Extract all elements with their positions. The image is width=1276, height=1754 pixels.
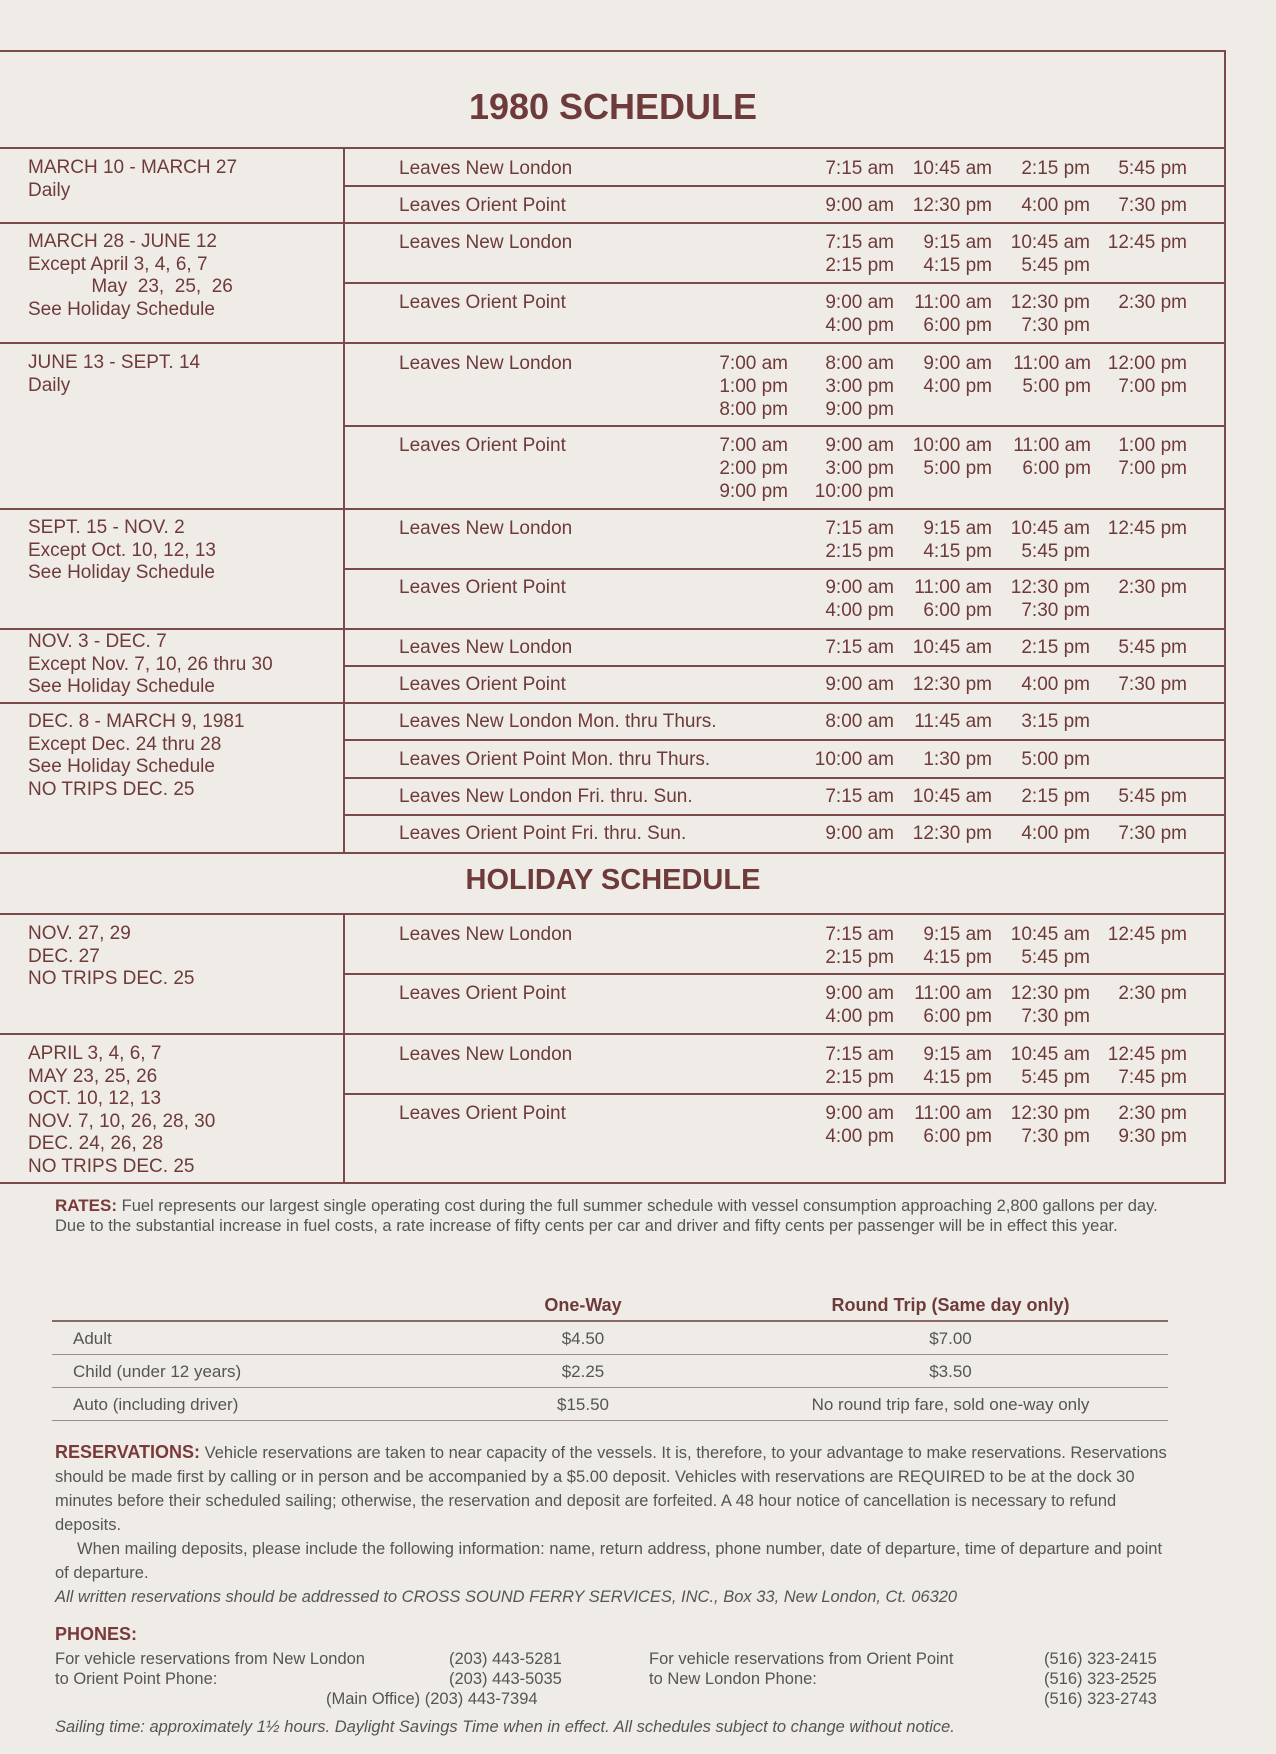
departure-time: 4:00 pm [1021, 823, 1090, 844]
departure-time: 12:30 pm [912, 823, 992, 844]
divider [344, 777, 1226, 779]
departure-time: 9:00 am [825, 823, 894, 844]
departure-time: 9:15 am [923, 232, 992, 253]
departure-time: 9:15 am [923, 518, 992, 539]
departure-label: Leaves New London [399, 637, 573, 658]
rates-section [55, 1196, 1173, 1236]
departure-time [992, 398, 1091, 421]
departure-label: Leaves Orient Point [399, 195, 566, 216]
departure-time: 7:30 pm [1021, 1126, 1090, 1147]
departure-times [806, 291, 1187, 337]
departure-label: Leaves New London [399, 1044, 573, 1065]
departure-time: 5:45 pm [1021, 947, 1090, 968]
departure-time: 11:00 am [914, 983, 992, 1004]
departure-time: 7:00 pm [1118, 376, 1187, 397]
departure-time: 12:45 pm [1107, 1044, 1187, 1065]
departure-time: 9:00 am [825, 674, 894, 695]
fare-round-trip: $3.50 [733, 1355, 1168, 1388]
departure-time: 12:45 pm [1107, 924, 1187, 945]
departure-time: 10:00 am [814, 749, 894, 770]
departure-time: 9:00 am [825, 292, 894, 313]
departure-time: 7:30 pm [1021, 1006, 1090, 1027]
departure-time: 1:30 pm [923, 749, 992, 770]
holiday-schedule-title: HOLIDAY SCHEDULE [465, 864, 761, 896]
period-label: APRIL 3, 4, 6, 7 MAY 23, 25, 26 OCT. 10, 12, 13 NOV. 7, 10, 26, 28, 30 DEC. 24, 26, 28 NO TRIPS DEC. 25 [28, 1043, 216, 1177]
departure-time: 1:00 pm [719, 376, 788, 397]
divider [0, 852, 1226, 854]
period-label: NOV. 27, 29 DEC. 27 NO TRIPS DEC. 25 [28, 923, 195, 989]
departure-time: 10:45 am [912, 158, 992, 179]
departure-times [806, 748, 1187, 771]
divider [0, 628, 1226, 630]
footer-note: Sailing time: approximately 1½ hours. Daylight Savings Time when in effect. All schedules subject to change without notice. [55, 1718, 955, 1736]
divider [0, 508, 1226, 510]
phone-label: to New London Phone: [649, 1670, 817, 1688]
departure-time: 12:30 pm [1010, 577, 1090, 598]
divider [344, 185, 1226, 187]
departure-time: 2:30 pm [1118, 1103, 1187, 1124]
departure-time [1090, 710, 1187, 733]
divider [344, 568, 1226, 570]
departure-time: 8:00 am [825, 353, 894, 374]
fare-one-way: $15.50 [433, 1388, 733, 1421]
departure-time: 10:45 am [1010, 1044, 1090, 1065]
departure-time: 3:00 pm [825, 458, 894, 479]
departure-times [806, 673, 1187, 696]
departure-time: 4:15 pm [923, 541, 992, 562]
departure-time: 9:15 am [923, 1044, 992, 1065]
departure-time: 2:15 pm [825, 255, 894, 276]
reservations-mailing: When mailing deposits, please include the following information: name, return address, phone number, date of departure, time of departure and point of departure. [55, 1540, 1163, 1582]
departure-time: 12:30 pm [1010, 1103, 1090, 1124]
departure-time [1091, 398, 1187, 421]
departure-time: 7:30 pm [1118, 674, 1187, 695]
departure-label: Leaves Orient Point [399, 1103, 566, 1124]
departure-time: 2:30 pm [1118, 577, 1187, 598]
departure-times [806, 194, 1187, 217]
fares-header-one-way: One-Way [433, 1291, 733, 1321]
departure-time [894, 480, 992, 503]
departure-time: 5:00 pm [1022, 376, 1091, 397]
reservations-address: All written reservations should be addressed to CROSS SOUND FERRY SERVICES, INC., Box 33, New London, Ct. 06320 [55, 1588, 958, 1606]
departure-time: 12:45 pm [1107, 518, 1187, 539]
divider [344, 973, 1226, 975]
period-label: JUNE 13 - SEPT. 14 Daily [28, 352, 201, 396]
departure-time: 11:00 am [914, 292, 992, 313]
divider [0, 222, 1226, 224]
departure-time: 12:30 pm [912, 674, 992, 695]
departure-time: 6:00 pm [923, 600, 992, 621]
departure-times [806, 822, 1187, 845]
departure-label: Leaves New London [399, 232, 573, 253]
departure-time: 9:00 am [825, 983, 894, 1004]
departure-label: Leaves Orient Point Mon. thru Thurs. [399, 749, 711, 770]
departure-times [806, 982, 1187, 1028]
phones-heading: PHONES: [55, 1624, 138, 1644]
departure-time [1090, 540, 1187, 563]
phone-number: (Main Office) (203) 443-7394 [326, 1690, 538, 1708]
departure-time: 11:00 am [1013, 435, 1091, 456]
departure-time: 2:15 pm [825, 947, 894, 968]
departure-time: 7:30 pm [1021, 600, 1090, 621]
departure-time: 4:15 pm [923, 947, 992, 968]
departure-time: 2:00 pm [719, 458, 788, 479]
departure-label: Leaves Orient Point [399, 674, 566, 695]
departure-time: 5:00 pm [923, 458, 992, 479]
departure-time: 4:15 pm [923, 255, 992, 276]
divider [343, 914, 345, 1184]
departure-time: 9:00 am [825, 195, 894, 216]
departure-time: 5:45 pm [1021, 255, 1090, 276]
departure-time: 6:00 pm [923, 315, 992, 336]
departure-times [806, 576, 1187, 622]
fares-header-row [52, 1291, 1168, 1321]
period-label: SEPT. 15 - NOV. 2 Except Oct. 10, 12, 13 See Holiday Schedule [28, 517, 216, 583]
departure-time: 4:00 pm [923, 376, 992, 397]
departure-time: 9:00 pm [719, 481, 788, 502]
departure-time [1090, 748, 1187, 771]
departure-times [806, 636, 1187, 659]
departure-time: 12:00 pm [1107, 353, 1187, 374]
divider [0, 702, 1226, 704]
departure-time: 3:15 pm [1021, 711, 1090, 732]
departure-time: 10:00 pm [814, 481, 894, 502]
divider [0, 913, 1226, 915]
departure-label: Leaves New London [399, 353, 573, 374]
departure-time: 12:30 pm [912, 195, 992, 216]
departure-time: 7:30 pm [1118, 823, 1187, 844]
phone-number: (203) 443-5035 [449, 1670, 562, 1688]
departure-time: 9:00 am [825, 435, 894, 456]
departure-time: 7:15 am [825, 786, 894, 807]
departure-time: 2:15 pm [825, 541, 894, 562]
departure-time: 9:30 pm [1118, 1126, 1187, 1147]
departure-time: 12:30 pm [1010, 983, 1090, 1004]
period-label: DEC. 8 - MARCH 9, 1981 Except Dec. 24 thru 28 See Holiday Schedule NO TRIPS DEC. 25 [28, 711, 245, 800]
departure-time: 9:00 am [923, 353, 992, 374]
departure-time [992, 480, 1091, 503]
reservations-text: Vehicle reservations are taken to near capacity of the vessels. It is, therefore, to your advantage to make reservations. Reservations should be made first by calling or in person and be accompanied by a $5.00 deposit. Vehicles with reservations are REQUIRED to be at the dock 30 minutes before their scheduled sailing; otherwise, the reservation and deposit are forfeited. A 48 hour notice of cancellation is necessary to refund deposits. [55, 1444, 1167, 1534]
rates-heading: RATES: [55, 1196, 118, 1215]
departure-time: 5:45 pm [1118, 786, 1187, 807]
departure-time: 10:45 am [1010, 518, 1090, 539]
departure-time [1090, 1005, 1187, 1028]
departure-time: 12:45 pm [1107, 232, 1187, 253]
departure-time: 7:00 am [719, 353, 788, 374]
departure-time: 10:45 am [912, 637, 992, 658]
fare-category: Auto (including driver) [52, 1388, 433, 1421]
period-label: MARCH 10 - MARCH 27 Daily [28, 157, 238, 201]
fares-table [52, 1291, 1168, 1421]
departure-label: Leaves Orient Point [399, 577, 566, 598]
divider [0, 1033, 1226, 1035]
departure-time: 7:15 am [825, 1044, 894, 1065]
phone-number: (516) 323-2525 [1044, 1670, 1157, 1688]
divider [344, 1093, 1226, 1095]
departure-time: 2:30 pm [1118, 292, 1187, 313]
departure-time: 11:00 am [914, 577, 992, 598]
departure-time: 10:45 am [1010, 232, 1090, 253]
divider [344, 739, 1226, 741]
departure-time: 8:00 pm [719, 399, 788, 420]
table-row [52, 1355, 1168, 1388]
departure-time: 5:45 pm [1118, 637, 1187, 658]
departure-time [1090, 946, 1187, 969]
phone-label: For vehicle reservations from Orient Point [649, 1650, 954, 1668]
departure-time: 4:00 pm [825, 315, 894, 336]
fare-category: Adult [52, 1321, 433, 1355]
departure-time: 2:15 pm [1021, 637, 1090, 658]
departure-time [894, 398, 992, 421]
departure-times [806, 785, 1187, 808]
departure-times [806, 1102, 1187, 1148]
departure-label: Leaves New London [399, 518, 573, 539]
divider [0, 342, 1226, 344]
departure-time: 4:15 pm [923, 1067, 992, 1088]
schedule-title: 1980 SCHEDULE [468, 86, 758, 127]
departure-time: 7:15 am [825, 924, 894, 945]
departure-time [1090, 254, 1187, 277]
fare-category: Child (under 12 years) [52, 1355, 433, 1388]
departure-time [1090, 314, 1187, 337]
departure-time: 7:45 pm [1118, 1067, 1187, 1088]
phone-number: (516) 323-2743 [1044, 1690, 1157, 1708]
departure-time: 10:45 am [1010, 924, 1090, 945]
departure-time: 2:30 pm [1118, 983, 1187, 1004]
departure-time: 11:00 am [914, 1103, 992, 1124]
rates-text: Fuel represents our largest single operating cost during the full summer schedule with vessel consumption approaching 2,800 gallons per day. Due to the substantial increase in fuel costs, a rate increase of fifty cents per car and driver and fifty cents per passenger will be in effect this year. [55, 1197, 1158, 1235]
fare-round-trip: $7.00 [733, 1321, 1168, 1355]
departure-time: 7:15 am [825, 158, 894, 179]
divider [343, 148, 345, 853]
departure-times [806, 1043, 1187, 1089]
departure-time: 7:15 am [825, 518, 894, 539]
fare-one-way: $4.50 [433, 1321, 733, 1355]
departure-time: 4:00 pm [1021, 195, 1090, 216]
divider [344, 814, 1226, 816]
departure-label: Leaves New London [399, 158, 573, 179]
departure-time: 5:45 pm [1118, 158, 1187, 179]
table-row [52, 1321, 1168, 1355]
reservations-section [55, 1440, 1173, 1609]
departure-time: 8:00 am [825, 711, 894, 732]
departure-label: Leaves Orient Point [399, 983, 566, 1004]
departure-label: Leaves New London Fri. thru. Sun. [399, 786, 693, 807]
departure-time: 9:15 am [923, 924, 992, 945]
departure-time [1090, 599, 1187, 622]
departure-times [700, 352, 1187, 421]
fare-round-trip: No round trip fare, sold one-way only [733, 1388, 1168, 1421]
departure-time: 7:30 pm [1118, 195, 1187, 216]
phone-label: to Orient Point Phone: [55, 1670, 218, 1688]
departure-time: 2:15 pm [1021, 158, 1090, 179]
departure-time: 7:15 am [825, 637, 894, 658]
table-row [52, 1388, 1168, 1421]
departure-time: 5:45 pm [1021, 1067, 1090, 1088]
departure-time: 6:00 pm [923, 1126, 992, 1147]
phone-label: For vehicle reservations from New London [55, 1650, 365, 1668]
divider [344, 665, 1226, 667]
departure-time: 10:00 am [912, 435, 992, 456]
departure-time: 3:00 pm [825, 376, 894, 397]
divider [344, 282, 1226, 284]
departure-time: 4:00 pm [825, 1006, 894, 1027]
departure-time: 12:30 pm [1010, 292, 1090, 313]
phone-number: (516) 323-2415 [1044, 1650, 1157, 1668]
departure-time: 10:45 am [912, 786, 992, 807]
departure-time: 7:30 pm [1021, 315, 1090, 336]
departure-label: Leaves Orient Point Fri. thru. Sun. [399, 823, 687, 844]
departure-time: 9:00 am [825, 577, 894, 598]
departure-times [806, 923, 1187, 969]
departure-time: 5:45 pm [1021, 541, 1090, 562]
departure-time: 6:00 pm [923, 1006, 992, 1027]
fares-header-blank [52, 1291, 433, 1321]
departure-time: 2:15 pm [825, 1067, 894, 1088]
departure-time: 2:15 pm [1021, 786, 1090, 807]
departure-time: 11:00 am [1013, 353, 1091, 374]
departure-time: 4:00 pm [825, 600, 894, 621]
departure-label: Leaves Orient Point [399, 292, 566, 313]
departure-time: 1:00 pm [1118, 435, 1187, 456]
departure-time: 4:00 pm [1021, 674, 1090, 695]
divider [344, 425, 1226, 427]
departure-time: 9:00 am [825, 1103, 894, 1124]
phone-number: (203) 443-5281 [449, 1650, 562, 1668]
fare-one-way: $2.25 [433, 1355, 733, 1388]
departure-times [806, 231, 1187, 277]
departure-time: 4:00 pm [825, 1126, 894, 1147]
departure-times [700, 434, 1187, 503]
departure-time [1091, 480, 1187, 503]
departure-times [806, 517, 1187, 563]
divider [0, 147, 1226, 149]
fares-header-round-trip: Round Trip (Same day only) [733, 1291, 1168, 1321]
departure-time: 7:15 am [825, 232, 894, 253]
departure-time: 9:00 pm [825, 399, 894, 420]
period-label: NOV. 3 - DEC. 7 Except Nov. 7, 10, 26 thru 30 See Holiday Schedule [28, 631, 273, 697]
departure-times [806, 710, 1187, 733]
departure-time: 6:00 pm [1022, 458, 1091, 479]
departure-time: 11:45 am [914, 711, 992, 732]
period-label: MARCH 28 - JUNE 12 Except April 3, 4, 6, 7 May 23, 25, 26 See Holiday Schedule [28, 231, 233, 320]
reservations-heading: RESERVATIONS: [55, 1442, 201, 1462]
departure-time: 7:00 am [719, 435, 788, 456]
departure-time: 5:00 pm [1021, 749, 1090, 770]
departure-label: Leaves New London [399, 924, 573, 945]
departure-label: Leaves Orient Point [399, 435, 566, 456]
departure-label: Leaves New London Mon. thru Thurs. [399, 711, 717, 732]
departure-time: 7:00 pm [1118, 458, 1187, 479]
departure-times [806, 157, 1187, 180]
